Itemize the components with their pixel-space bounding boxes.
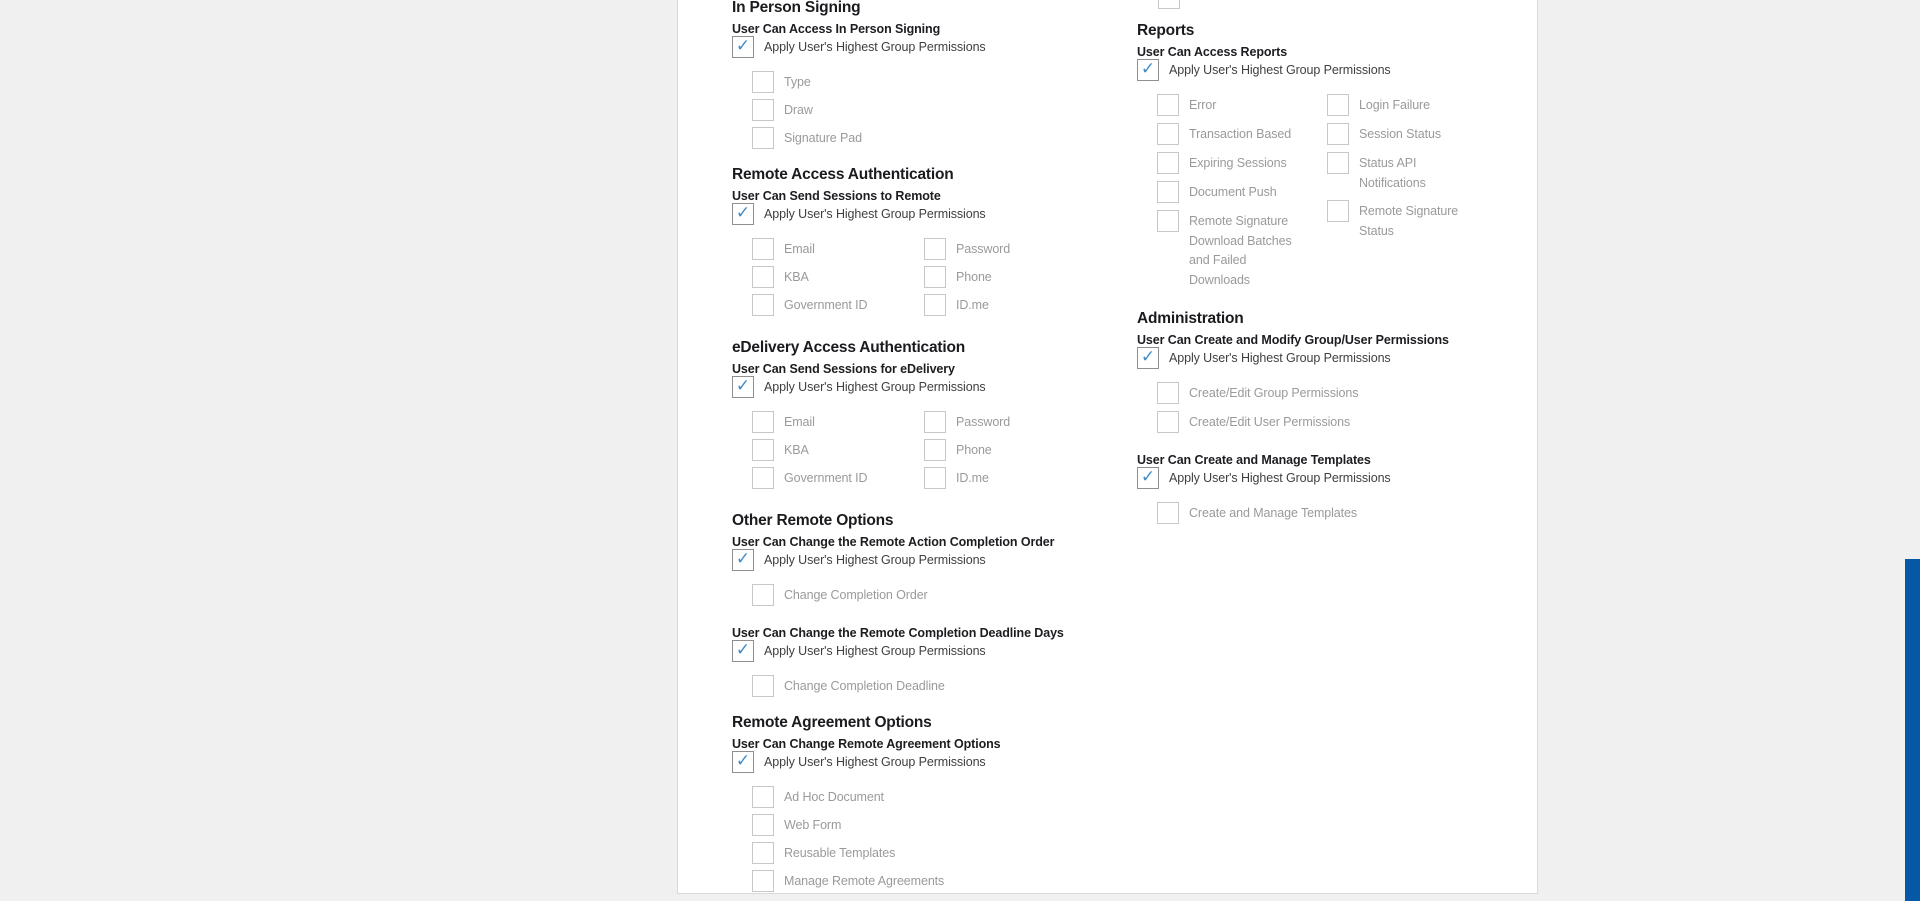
option-row: [752, 814, 1162, 836]
checkbox-label: Document Push: [1189, 185, 1277, 199]
right-column: [1137, 0, 1533, 542]
option-row: [752, 127, 1162, 149]
checkbox-label: Apply User's Highest Group Permissions: [1169, 471, 1391, 485]
idme-checkbox[interactable]: [924, 467, 946, 489]
checkbox-label: Remote Signature Download Batches and Failed Downloads: [1189, 214, 1292, 287]
type-checkbox[interactable]: [752, 71, 774, 93]
idme-checkbox[interactable]: [924, 294, 946, 316]
option-row: [752, 71, 1162, 93]
checkbox-label: Apply User's Highest Group Permissions: [764, 380, 986, 394]
apply-permissions-row: [732, 203, 1162, 225]
option-row: [924, 439, 1010, 461]
option-row: [752, 238, 924, 260]
section-remote-access-authentication: [732, 167, 1162, 322]
password-checkbox[interactable]: [924, 411, 946, 433]
option-row: [752, 584, 1162, 606]
checkbox-label: Apply User's Highest Group Permissions: [764, 553, 986, 567]
apply-permissions-row: [732, 376, 1162, 398]
reusable-templates-checkbox[interactable]: [752, 842, 774, 864]
checkbox-label: Apply User's Highest Group Permissions: [1169, 351, 1391, 365]
option-row: [1157, 502, 1533, 524]
option-row: [1157, 382, 1533, 404]
checkbox-label: Reusable Templates: [784, 846, 896, 860]
option-row: [752, 870, 1162, 892]
option-row: [752, 99, 1162, 121]
checkbox-label: Change Completion Order: [784, 588, 928, 602]
option-row: [924, 467, 1010, 489]
option-row: [1157, 181, 1327, 203]
checkbox-label: Transaction Based: [1189, 127, 1292, 141]
error-checkbox[interactable]: [1157, 94, 1179, 116]
option-row: [752, 786, 1162, 808]
apply-permissions-checkbox[interactable]: [732, 376, 754, 398]
left-column: [732, 0, 1162, 901]
apply-permissions-checkbox[interactable]: [732, 640, 754, 662]
permission-subtitle: User Can Create and Modify Group/User Permissions: [1137, 333, 1449, 347]
document-push-checkbox[interactable]: [1157, 181, 1179, 203]
checkbox-label: Apply User's Highest Group Permissions: [764, 40, 986, 54]
section-in-person-signing: [732, 0, 1162, 149]
check-icon: ✓: [735, 202, 751, 223]
apply-permissions-checkbox[interactable]: [1137, 59, 1159, 81]
checkbox-label: Phone: [956, 443, 992, 457]
transaction-based-checkbox[interactable]: [1157, 123, 1179, 145]
checkbox-label: Create/Edit User Permissions: [1189, 415, 1351, 429]
section-title: Reports: [1137, 22, 1195, 39]
option-row: [924, 294, 1010, 316]
check-icon: ✓: [735, 639, 751, 660]
expiring-sessions-checkbox[interactable]: [1157, 152, 1179, 174]
option-row: [1327, 123, 1481, 145]
checkbox-label: Email: [784, 242, 815, 256]
change-completion-deadline-checkbox[interactable]: [752, 675, 774, 697]
check-icon: ✓: [1140, 346, 1156, 367]
checkbox-label: KBA: [784, 270, 809, 284]
permission-subtitle: User Can Change Remote Agreement Options: [732, 737, 1001, 751]
government-id-checkbox[interactable]: [752, 467, 774, 489]
checkbox-label: Manage Remote Agreements: [784, 874, 945, 888]
status-api-notifications-checkbox[interactable]: [1327, 152, 1349, 174]
apply-permissions-checkbox[interactable]: [732, 203, 754, 225]
checkbox-label: Change Completion Deadline: [784, 679, 945, 693]
session-status-checkbox[interactable]: [1327, 123, 1349, 145]
phone-checkbox[interactable]: [924, 439, 946, 461]
kba-checkbox[interactable]: [752, 266, 774, 288]
option-row: [1327, 152, 1481, 193]
option-row: [1327, 94, 1481, 116]
permission-subtitle: User Can Change the Remote Action Completion Order: [732, 535, 1055, 549]
check-icon: ✓: [735, 35, 751, 56]
option-row: [1157, 210, 1327, 290]
option-row: [1157, 152, 1327, 174]
apply-permissions-checkbox[interactable]: [732, 751, 754, 773]
apply-permissions-checkbox[interactable]: [1137, 347, 1159, 369]
checkbox-label: Web Form: [784, 818, 842, 832]
checkbox-label: Expiring Sessions: [1189, 156, 1287, 170]
checkbox-label: Session Status: [1359, 127, 1441, 141]
signature-pad-checkbox[interactable]: [752, 127, 774, 149]
apply-permissions-row: [732, 640, 1162, 662]
scrollbar-thumb[interactable]: [1905, 559, 1920, 901]
check-icon: ✓: [1140, 58, 1156, 79]
option-row: [752, 467, 924, 489]
apply-permissions-row: [1137, 347, 1533, 369]
email-checkbox[interactable]: [752, 238, 774, 260]
checkbox-label: Status API Notifications: [1359, 156, 1426, 190]
permission-subtitle: User Can Create and Manage Templates: [1137, 453, 1371, 467]
email-checkbox[interactable]: [752, 411, 774, 433]
apply-permissions-row: [732, 36, 1162, 58]
checkbox-label: Apply User's Highest Group Permissions: [1169, 63, 1391, 77]
section-remote-agreement-options: [732, 715, 1162, 892]
phone-checkbox[interactable]: [924, 266, 946, 288]
apply-permissions-checkbox[interactable]: [1137, 467, 1159, 489]
checkbox-label: KBA: [784, 443, 809, 457]
option-row: [1157, 411, 1533, 433]
section-title: Other Remote Options: [732, 512, 894, 529]
option-row: [752, 842, 1162, 864]
permission-subtitle: User Can Change the Remote Completion Deadline Days: [732, 626, 1064, 640]
checkbox-label: Error: [1189, 98, 1217, 112]
option-row: [1157, 94, 1327, 116]
remote-signature-status-checkbox[interactable]: [1327, 200, 1349, 222]
apply-permissions-row: [1137, 467, 1533, 489]
apply-permissions-row: [732, 751, 1162, 773]
check-icon: ✓: [735, 375, 751, 396]
kba-checkbox[interactable]: [752, 439, 774, 461]
section-title: Remote Access Authentication: [732, 166, 954, 183]
checkbox-label: Password: [956, 415, 1011, 429]
permission-subtitle: User Can Access Reports: [1137, 45, 1288, 59]
checkbox-label: Create/Edit Group Permissions: [1189, 386, 1359, 400]
permissions-panel: [677, 0, 1538, 894]
section-title: In Person Signing: [732, 0, 861, 16]
option-row: [752, 266, 924, 288]
checkbox-label: Apply User's Highest Group Permissions: [764, 644, 986, 658]
permission-subtitle: User Can Access In Person Signing: [732, 22, 941, 36]
checkbox-partial-cropped[interactable]: [1158, 0, 1180, 9]
section-title: eDelivery Access Authentication: [732, 339, 965, 356]
option-row: [752, 411, 924, 433]
option-row: [1327, 200, 1481, 241]
option-row: [924, 238, 1010, 260]
option-row: [1157, 123, 1327, 145]
checkbox-label: Government ID: [784, 298, 868, 312]
section-other-remote-options: [732, 513, 1162, 697]
checkbox-label: Phone: [956, 270, 992, 284]
manage-remote-agreements-checkbox[interactable]: [752, 870, 774, 892]
option-row: [752, 294, 924, 316]
section-reports: [1137, 23, 1533, 297]
checkbox-label: Create and Manage Templates: [1189, 506, 1358, 520]
checkbox-label: Government ID: [784, 471, 868, 485]
option-row: [924, 411, 1010, 433]
permission-subtitle: User Can Send Sessions for eDelivery: [732, 362, 955, 376]
checkbox-label: Apply User's Highest Group Permissions: [764, 207, 986, 221]
remote-signature-download-batches-checkbox[interactable]: [1157, 210, 1179, 232]
section-edelivery-access-authentication: [732, 340, 1162, 495]
create-edit-user-permissions-checkbox[interactable]: [1157, 411, 1179, 433]
password-checkbox[interactable]: [924, 238, 946, 260]
apply-permissions-checkbox[interactable]: [732, 36, 754, 58]
checkbox-label: Type: [784, 75, 811, 89]
permission-subtitle: User Can Send Sessions to Remote: [732, 189, 941, 203]
section-title: Remote Agreement Options: [732, 714, 932, 731]
checkbox-label: Signature Pad: [784, 131, 862, 145]
check-icon: ✓: [735, 548, 751, 569]
web-form-checkbox[interactable]: [752, 814, 774, 836]
login-failure-checkbox[interactable]: [1327, 94, 1349, 116]
checkbox-label: Remote Signature Status: [1359, 204, 1459, 238]
check-icon: ✓: [1140, 466, 1156, 487]
checkbox-label: ID.me: [956, 298, 989, 312]
checkbox-label: ID.me: [956, 471, 989, 485]
checkbox-label: Apply User's Highest Group Permissions: [764, 755, 986, 769]
option-row: [752, 675, 1162, 697]
apply-permissions-row: [1137, 59, 1533, 81]
government-id-checkbox[interactable]: [752, 294, 774, 316]
option-row: [924, 266, 1010, 288]
create-and-manage-templates-checkbox[interactable]: [1157, 502, 1179, 524]
ad-hoc-document-checkbox[interactable]: [752, 786, 774, 808]
checkbox-label: Ad Hoc Document: [784, 790, 884, 804]
apply-permissions-row: [732, 549, 1162, 571]
draw-checkbox[interactable]: [752, 99, 774, 121]
create-edit-group-permissions-checkbox[interactable]: [1157, 382, 1179, 404]
section-title: Administration: [1137, 310, 1244, 327]
change-completion-order-checkbox[interactable]: [752, 584, 774, 606]
checkbox-label: Draw: [784, 103, 813, 117]
check-icon: ✓: [735, 750, 751, 771]
option-row: [752, 439, 924, 461]
apply-permissions-checkbox[interactable]: [732, 549, 754, 571]
checkbox-label: Login Failure: [1359, 98, 1430, 112]
section-administration: [1137, 311, 1533, 524]
checkbox-label: Email: [784, 415, 815, 429]
checkbox-label: Password: [956, 242, 1011, 256]
